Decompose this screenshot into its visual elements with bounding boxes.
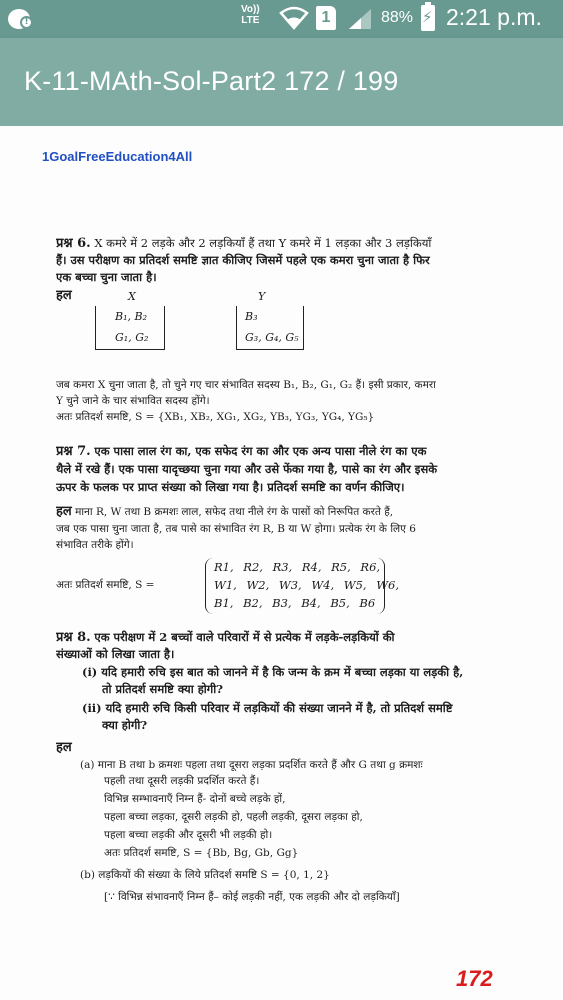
document-title: K-11-MAth-Sol-Part2 172 / 199 xyxy=(24,66,399,96)
solution-8a-line-5: पहला बच्चा लड़की और दूसरी भी लड़की हो। xyxy=(104,829,273,841)
question-8-line-1 xyxy=(56,630,526,645)
volte-indicator: Vo)) LTE xyxy=(241,4,260,26)
question-6-line-3: एक बच्चा चुना जाता है। xyxy=(56,270,157,284)
solution-8a-line-1: (a) माना B तथा b क्रमशः पहला तथा दूसरा लड़का प्रदर्शित करते हैं और G तथा g क्रमशः xyxy=(80,759,423,771)
clock: 2:21 p.m. xyxy=(446,4,542,30)
sim-card-icon: 1 xyxy=(316,6,336,30)
room-x-label: X xyxy=(128,290,136,303)
solution-8a-sample-space: अतः प्रतिदर्श समष्टि, S = {Bb, Bg, Gb, Gg} xyxy=(104,847,299,859)
solution-7-label: हल xyxy=(56,504,72,519)
question-6-line-2: हैं। उस परीक्षण का प्रतिदर्श समष्टि ज्ञात कीजिए जिसमें पहले एक कमरा चुना जाता है फिर xyxy=(56,253,430,267)
solution-7-line-1 xyxy=(56,504,526,520)
matrix-row-white: W1, W2, W3, W4, W5, W6, xyxy=(214,578,400,592)
question-8-line-2: संख्याओं को लिखा जाता है। xyxy=(56,647,175,661)
matrix-row-blue: B1, B2, B3, B4, B5, B6 xyxy=(214,596,376,610)
question-8-label: प्रश्न 8. xyxy=(56,630,91,645)
battery-charging-icon: ⚡ xyxy=(421,5,435,31)
room-x-girls: G₁, G₂ xyxy=(115,331,149,344)
solution-8b-line-2: [∵ विभिन्न संभावनाएँ निम्न हैं– कोई लड़की नहीं, एक लड़की और दो लड़कियाँ] xyxy=(104,891,400,903)
question-7-line-2: थैले में रखे हैं। एक पासा यादृच्छया चुना गया और उसे फेंका गया है, पासे का रंग और इसके xyxy=(56,462,438,476)
matrix-row-red: R1, R2, R3, R4, R5, R6, xyxy=(214,560,381,574)
solution-6-line-2: Y चुने जाने के चार संभावित सदस्य होंगे। xyxy=(56,395,210,407)
brand-watermark: 1GoalFreeEducation4All xyxy=(42,149,193,164)
solution-6-sample-space: अतः प्रतिदर्श समष्टि, S = {XB₁, XB₂, XG₁, XG₂, YB₃, YG₃, YG₄, YG₅} xyxy=(56,411,375,423)
signal-icon xyxy=(347,8,373,30)
question-8-part-ii-line-2: क्या होगी? xyxy=(102,718,148,732)
solution-8a-line-3: विभिन्न सम्भावनाएँ निम्न हैं- दोनों बच्चे लड़के हों, xyxy=(104,793,286,805)
solution-7-sample-space-label: अतः प्रतिदर्श समष्टि, S = xyxy=(56,579,155,591)
sample-space-matrix xyxy=(205,558,400,614)
pdf-page[interactable] xyxy=(0,126,563,1000)
notification-icon: ! xyxy=(8,6,38,32)
question-8-text: एक परीक्षण में 2 बच्चों वाले परिवारों में से प्रत्येक में लड़के-लड़कियों की xyxy=(94,630,395,644)
solution-7-line-2: जब एक पासा चुना जाता है, तब पासे का संभावित रंग R, B या W होगा। प्रत्येक रंग के लिए 6 xyxy=(56,523,416,535)
status-bar xyxy=(0,0,563,38)
question-7-label: प्रश्न 7. xyxy=(56,444,91,459)
question-8-part-ii-line-1: (ii) यदि हमारी रुचि किसी परिवार में लड़कियों की संख्या जानने में है, तो प्रतिदर्श समष्टि xyxy=(82,701,453,715)
question-6-text: X कमरे में 2 लड़के और 2 लड़कियाँ हैं तथा Y कमरे में 1 लड़का और 3 लड़कियाँ xyxy=(94,236,432,250)
question-8-part-i-line-1: (i) यदि हमारी रुचि इस बात को जानने में है कि जन्म के क्रम में बच्चा लड़का या लड़की है, xyxy=(82,665,464,679)
question-6-line-1 xyxy=(56,236,526,251)
page-number: 172 xyxy=(456,966,493,991)
app-bar xyxy=(0,38,563,126)
battery-percentage: 88% xyxy=(381,9,414,26)
question-7-line-1 xyxy=(56,444,526,459)
solution-8a-line-4: पहला बच्चा लड़का, दूसरी लड़की हो, पहली लड़की, दूसरा लड़का हो, xyxy=(104,811,363,823)
solution-6-label: हल xyxy=(56,288,72,303)
room-y-girls: G₃, G₄, G₅ xyxy=(245,331,299,344)
solution-8a-line-2: पहली तथा दूसरी लड़की प्रदर्शित करते हैं। xyxy=(104,775,260,787)
wifi-icon xyxy=(279,6,309,30)
question-7-text: एक पासा लाल रंग का, एक सफेद रंग का और एक अन्य पासा नीले रंग का एक xyxy=(94,444,427,458)
solution-7-text: माना R, W तथा B क्रमशः लाल, सफेद तथा नीले रंग के पासों को निरूपित करते हैं, xyxy=(75,506,394,518)
room-x-boys: B₁, B₂ xyxy=(115,310,147,323)
question-7-line-3: ऊपर के फलक पर प्राप्त संख्या को लिखा गया है। प्रतिदर्श समष्टि का वर्णन कीजिए। xyxy=(56,480,405,494)
question-8-part-i-line-2: तो प्रतिदर्श समष्टि क्या होगी? xyxy=(102,682,223,696)
solution-6-line-1: जब कमरा X चुना जाता है, तो चुने गए चार संभावित सदस्य B₁, B₂, G₁, G₂ हैं। इसी प्रकार, कमरा xyxy=(56,379,436,391)
room-y-boys: B₃ xyxy=(245,310,258,323)
question-6-label: प्रश्न 6. xyxy=(56,236,91,251)
solution-8-label: हल xyxy=(56,740,72,755)
solution-7-line-3: संभावित तरीके होंगे। xyxy=(56,539,134,551)
solution-8b-line-1: (b) लड़कियों की संख्या के लिये प्रतिदर्श समष्टि S = {0, 1, 2} xyxy=(80,869,330,881)
room-y-label: Y xyxy=(258,290,266,303)
